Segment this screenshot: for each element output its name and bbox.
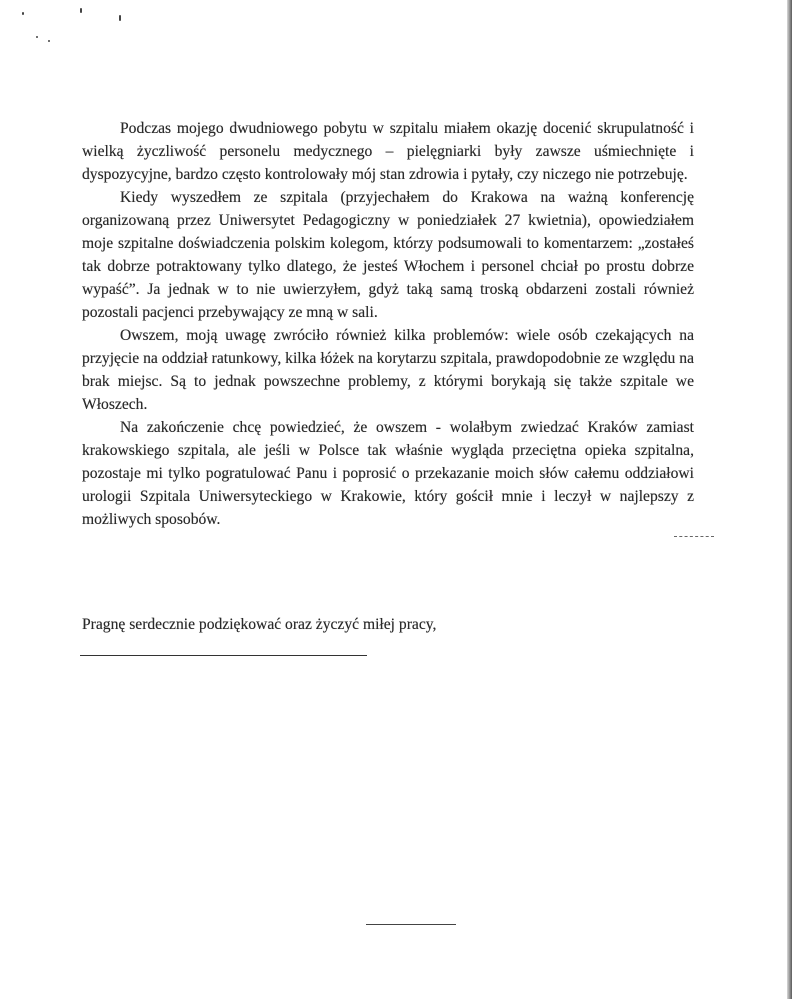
bottom-rule: [366, 924, 456, 925]
letter-paragraph-4: Na zakończenie chcę powiedzieć, że owszem - wolałbym zwiedzać Kraków zamiast krakowskiego szpitala, ale jeśli w Polsce tak właśnie wygląda przeciętna opieka szpitalna, pozostaje mi tylko pogratulować Panu i poprosić o przekazanie moich słów całemu oddziałowi urologii Szpitala Uniwersyteckiego w Krakowie, który gościł mnie i leczył w najlepszy z możliwych sposobów.: [82, 419, 694, 528]
scan-speck: [36, 36, 38, 38]
letter-paragraph-3: Owszem, moją uwagę zwróciło również kilka problemów: wiele osób czekających na przyjęcie na oddział ratunkowy, kilka łóżek na korytarzu szpitala, prawdopodobnie ze względu na brak miejsc. Są to jednak powszechne problemy, z którymi borykają się także szpitale we Włoszech.: [82, 327, 694, 413]
scan-speck: [119, 15, 121, 21]
letter-paragraph-1: Podczas mojego dwudniowego pobytu w szpitalu miałem okazję docenić skrupulatność i wielką życzliwość personelu medycznego – pielęgniarki były zawsze uśmiechnięte i dyspozycyjne, bardzo często kontrolowały mój stan zdrowia i pytały, czy niczego nie potrzebuję.: [82, 120, 694, 183]
signature-line: [80, 655, 367, 656]
stray-scan-mark: [674, 536, 714, 537]
scan-edge-shadow: [787, 0, 792, 999]
letter-body: [82, 117, 694, 531]
letter-paragraph-2: Kiedy wyszedłem ze szpitala (przyjechałem do Krakowa na ważną konferencję organizowaną przez Uniwersytet Pedagogiczny w poniedziałek 27 kwietnia), opowiedziałem moje szpitalne doświadczenia polskim kolegom, którzy podsumowali to komentarzem: „zostałeś tak dobrze potraktowany tylko dlatego, że jesteś Włochem i personel chciał po prostu dobrze wypaść”. Ja jednak w to nie uwierzyłem, gdyż taką samą troską obdarzeni zostali również pozostali pacjenci przebywający ze mną w sali.: [82, 189, 694, 321]
letter-closing: Pragnę serdecznie podziękować oraz życzyć miłej pracy,: [82, 616, 437, 633]
scan-speck: [48, 40, 50, 42]
scan-speck: [22, 12, 24, 15]
scan-speck: [80, 8, 82, 13]
